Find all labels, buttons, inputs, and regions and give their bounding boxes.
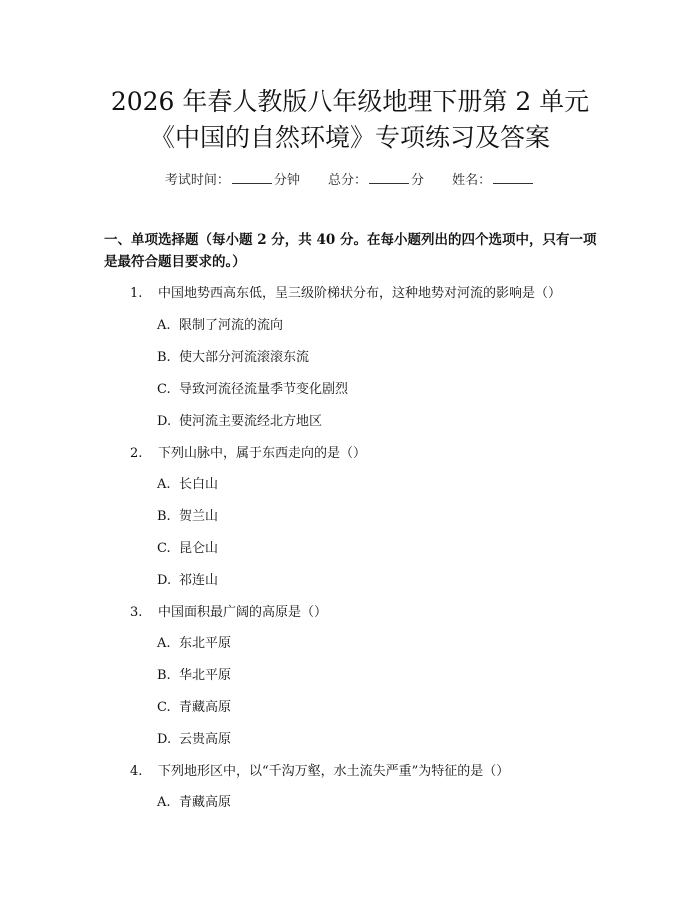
section-heading-line-1: 一、单项选择题（每小题 2 分，共 40 分。在每小题列出的四个选项中，只有一项 (104, 232, 597, 248)
option-text: 华北平原 (179, 668, 232, 683)
option-letter: D. (157, 414, 172, 429)
exam-time-label: 考试时间： (164, 173, 230, 188)
question-3-option-d (157, 728, 231, 747)
option-text: 云贵高原 (179, 732, 232, 747)
option-text: 使大部分河流滚滚东流 (179, 350, 310, 365)
option-letter: A. (157, 795, 171, 810)
section-heading-line-2: 是最符合题目要求的。） (104, 254, 246, 270)
option-letter: A. (157, 477, 171, 492)
option-text: 祁连山 (179, 573, 219, 588)
total-score-blank (369, 171, 409, 184)
question-2-option-a (157, 473, 218, 492)
question-text: 下列山脉中，属于东西走向的是（） (158, 446, 367, 461)
question-1-stem (130, 282, 561, 301)
total-score-label: 总分： (327, 173, 367, 188)
option-letter: C. (157, 700, 171, 715)
exam-info-bar (0, 169, 700, 188)
exam-time-unit: 分钟 (273, 173, 300, 188)
question-1-option-a (157, 314, 283, 333)
student-name-field (452, 169, 535, 188)
option-text: 贺兰山 (179, 509, 219, 524)
question-2-option-c (157, 537, 218, 556)
question-number: 4. (130, 764, 143, 779)
document-title-line-1: 2026 年春人教版八年级地理下册第 2 单元 (110, 87, 590, 116)
option-text: 青藏高原 (179, 795, 232, 810)
document-title-line-2: 《中国的自然环境》专项练习及答案 (149, 123, 550, 152)
option-letter: B. (157, 350, 171, 365)
option-text: 东北平原 (179, 636, 232, 651)
option-text: 青藏高原 (179, 700, 232, 715)
total-score-field (328, 169, 424, 188)
question-1-option-d (157, 410, 322, 429)
question-4-stem (130, 760, 509, 779)
question-number: 3. (130, 605, 143, 620)
option-letter: C. (157, 541, 171, 556)
option-letter: D. (157, 732, 172, 747)
student-name-blank (493, 171, 533, 184)
option-letter: C. (157, 382, 171, 397)
question-4-option-a (157, 791, 231, 810)
question-3-option-b (157, 664, 231, 683)
question-3-option-a (157, 632, 231, 651)
option-letter: B. (157, 509, 171, 524)
question-3-option-c (157, 696, 231, 715)
question-text: 中国面积最广阔的高原是（） (158, 605, 328, 620)
exam-time-blank (232, 171, 272, 184)
option-letter: A. (157, 318, 171, 333)
question-text: 下列地形区中，以“千沟万壑，水土流失严重”为特征的是（） (158, 764, 510, 779)
question-2-option-b (157, 505, 218, 524)
student-name-label: 姓名： (452, 173, 492, 188)
option-text: 限制了河流的流向 (179, 318, 284, 333)
option-letter: D. (157, 573, 172, 588)
option-letter: A. (157, 636, 171, 651)
option-letter: B. (157, 668, 171, 683)
question-text: 中国地势西高东低，呈三级阶梯状分布，这种地势对河流的影响是（） (158, 286, 562, 301)
option-text: 使河流主要流经北方地区 (179, 414, 323, 429)
section-heading (104, 229, 604, 273)
question-1-option-c (157, 378, 348, 397)
total-score-unit: 分 (411, 173, 425, 188)
option-text: 长白山 (179, 477, 219, 492)
option-text: 昆仑山 (179, 541, 219, 556)
question-2-stem (130, 442, 366, 461)
exam-time-field (165, 169, 300, 188)
question-2-option-d (157, 569, 218, 588)
question-1-option-b (157, 346, 309, 365)
option-text: 导致河流径流量季节变化剧烈 (179, 382, 349, 397)
question-3-stem (130, 601, 327, 620)
question-number: 2. (130, 446, 143, 461)
question-number: 1. (130, 286, 143, 301)
